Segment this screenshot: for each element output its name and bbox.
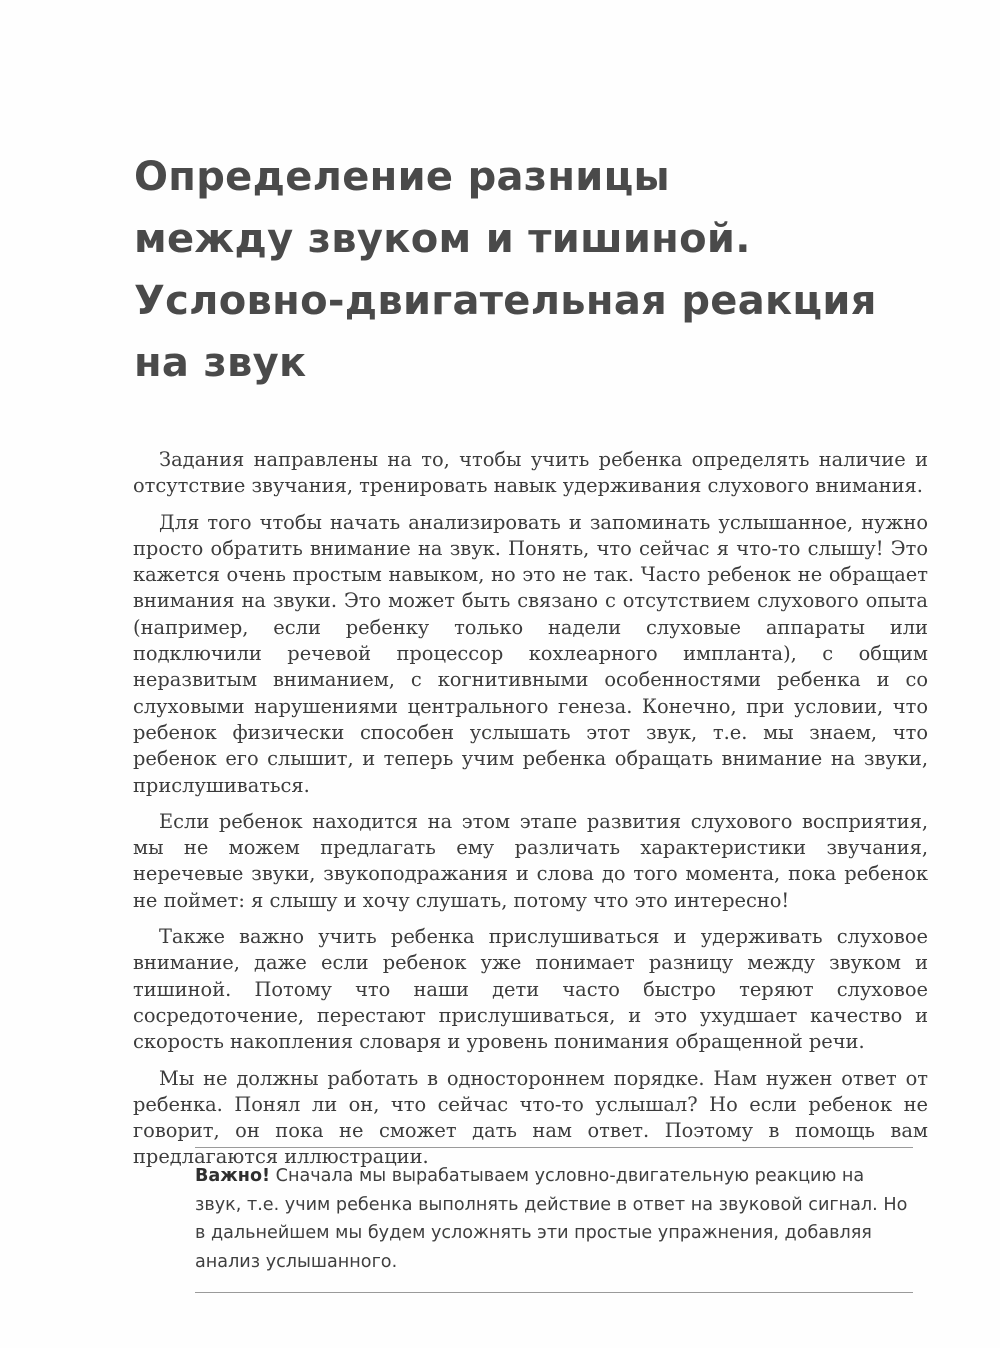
- important-note-box: [195, 1147, 913, 1293]
- note-label: Важно!: [195, 1166, 271, 1186]
- paragraph-3: Если ребенок находится на этом этапе развития слухового восприятия, мы не можем предлагать ему различать характеристики звучания, неречевые звуки, звукоподражания и слова до того момента, пока ребенок не поймет: я слышу и хочу слушать, потому что это интересно!: [133, 809, 928, 912]
- paragraph-5: Мы не должны работать в одностороннем порядке. Нам нужен ответ от ребенка. Понял ли он, что сейчас что-то услышал? Но если ребенок не говорит, он пока не сможет дать нам ответ. Поэтому в помощь вам предлагаются иллюстрации.: [133, 1066, 928, 1169]
- body-text: [133, 447, 928, 1181]
- paragraph-4: Также важно учить ребенка прислушиваться и удерживать слуховое внимание, даже если ребенок уже понимает разницу между звуком и тишиной. Потому что наши дети часто быстро теряют слуховое сосредоточение, перестают прислушиваться, и это ухудшает качество и скорость накопления словаря и уровень понимания обращенной речи.: [133, 925, 928, 1054]
- note-text: Сначала мы вырабатываем условно-двигательную реакцию на звук, т.е. учим ребенка выполнять действие в ответ на звуковой сигнал. Но в дальнейшем мы будем усложнять эти простые упражнения, добавляя анализ услышанного.: [195, 1166, 908, 1272]
- paragraph-2: Для того чтобы начать анализировать и запоминать услышанное, нужно просто обратить внимание на звук. Понять, что сейчас я что-то слышу! Это кажется очень простым навыком, но это не так. Часто ребенок не обращает внимания на звуки. Это может быть связано с отсутствием слухового опыта (например, если ребенку только надели слуховые аппараты или подключили речевой процессор кохлеарного импланта), с общим неразвитым вниманием, с когнитивными особенностями ребенка и со слуховыми нарушениями центрального генеза. Конечно, при условии, что ребенок физически способен услышать этот звук, т.е. мы знаем, что ребенок его слышит, и теперь учим ребенка обращать внимание на звуки, прислушиваться.: [133, 510, 928, 797]
- title-line-4: на звук: [134, 340, 307, 386]
- title-line-1: Определение разницы: [134, 154, 671, 200]
- title-line-3: Условно-двигательная реакция: [134, 278, 877, 324]
- paragraph-1: Задания направлены на то, чтобы учить ребенка определять наличие и отсутствие звучания, тренировать навык удерживания слухового внимания.: [133, 448, 928, 498]
- title-line-2: между звуком и тишиной.: [134, 216, 751, 262]
- chapter-title: [134, 146, 954, 394]
